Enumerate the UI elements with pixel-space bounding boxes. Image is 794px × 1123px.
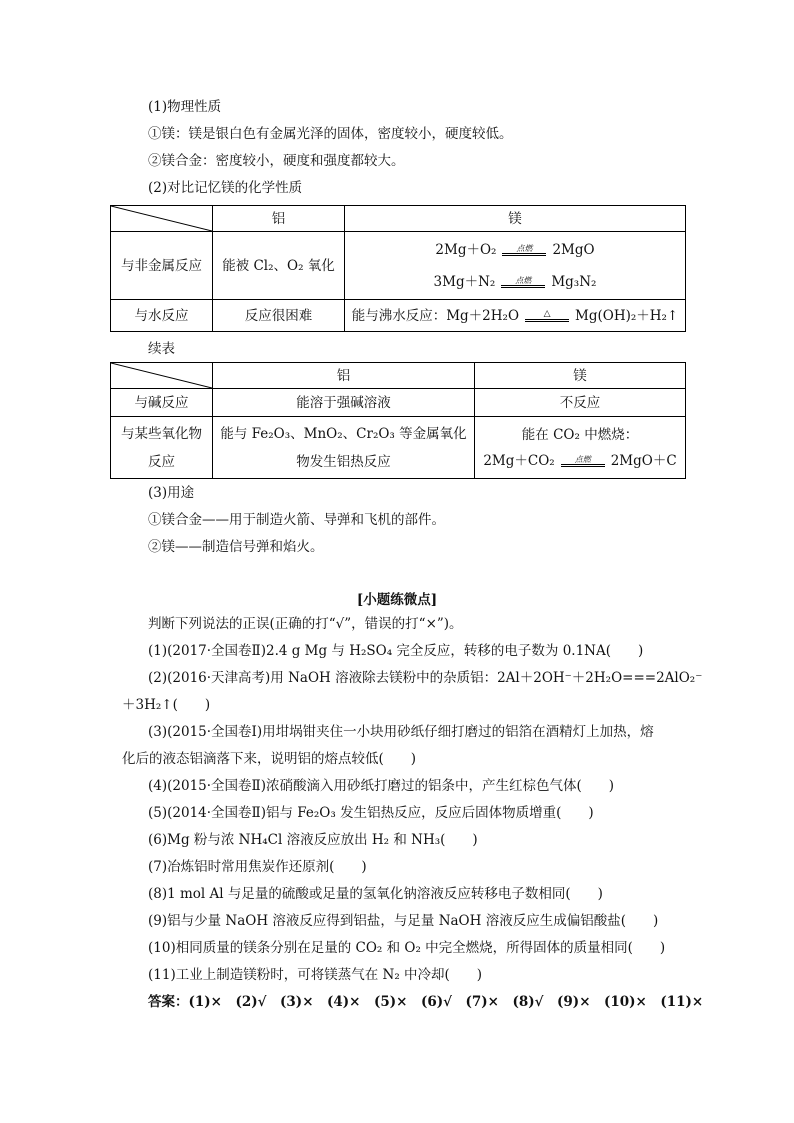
- practice-item: (5)(2014·全国卷Ⅱ)铝与 Fe₂O₃ 发生铝热反应，反应后固体物质增重( ): [148, 805, 594, 821]
- equation-mg-o2: 2Mg＋O₂ 点燃 2MgO: [435, 241, 595, 258]
- column-header-aluminum: 铝: [213, 206, 345, 232]
- practice-item: (9)铝与少量 NaOH 溶液反应得到铝盐，与足量 NaOH 溶液反应生成偏铝酸盐( ): [148, 913, 659, 929]
- magnesium-water-cell: [345, 300, 686, 332]
- column-header-magnesium: 镁: [345, 206, 686, 232]
- practice-instruction: 判断下列说法的正误(正确的打“√”，错误的打“×”)。: [148, 616, 463, 632]
- answers-line: 答案：(1)× (2)√ (3)× (4)× (5)× (6)√ (7)× (8)√ (9)× (10)× (11)×: [148, 994, 704, 1010]
- equation-mg-water: 能与沸水反应：Mg＋2H₂O △ Mg(OH)₂＋H₂↑: [351, 307, 679, 324]
- magnesium-use-line: ②镁——制造信号弹和焰火。: [148, 539, 324, 555]
- row-label-water: 与水反应: [111, 300, 213, 332]
- practice-item: (7)冶炼铝时常用焦炭作还原剂( ): [148, 859, 367, 875]
- equation-mg-n2: 3Mg＋N₂ 点燃 Mg₃N₂: [433, 273, 597, 290]
- row-label-oxides: 与某些氧化物 反应: [111, 417, 213, 479]
- uses-heading: (3)用途: [148, 485, 195, 501]
- practice-item: (11)工业上制造镁粉时，可将镁蒸气在 N₂ 中冷却( ): [148, 967, 483, 983]
- practice-item: (6)Mg 粉与浓 NH₄Cl 溶液反应放出 H₂ 和 NH₃( ): [148, 832, 478, 848]
- comparison-table-2: [110, 362, 686, 479]
- aluminum-nonmetal-cell: 能被 Cl₂、O₂ 氧化: [213, 232, 345, 300]
- column-header-magnesium: 镁: [475, 363, 686, 389]
- diagonal-header-cell: [111, 206, 213, 232]
- equation-mg-co2: 2Mg＋CO₂ 点燃 2MgO＋C: [483, 452, 677, 469]
- practice-item: (2)(2016·天津高考)用 NaOH 溶液除去镁粉中的杂质铝：2Al＋2OH⁻＋2H₂O===2AlO₂⁻: [148, 670, 703, 686]
- column-header-aluminum: 铝: [213, 363, 475, 389]
- practice-item: (4)(2015·全国卷Ⅱ)浓硝酸滴入用砂纸打磨过的铝条中，产生红棕色气体( ): [148, 778, 615, 794]
- row-label-alkali: 与碱反应: [111, 389, 213, 417]
- row-label-nonmetal: 与非金属反应: [111, 232, 213, 300]
- magnesium-nonmetal-cell: [345, 232, 686, 300]
- practice-item: (1)(2017·全国卷Ⅱ)2.4 g Mg 与 H₂SO₄ 完全反应，转移的电子数为 0.1NA( ): [148, 643, 644, 659]
- practice-item: (8)1 mol Al 与足量的硫酸或足量的氢氧化钠溶液反应转移电子数相同( ): [148, 886, 603, 902]
- practice-title: [小题练微点]: [356, 592, 438, 608]
- aluminum-alkali-cell: 能溶于强碱溶液: [213, 389, 475, 417]
- magnesium-alloy-physical-line: ②镁合金：密度较小，硬度和强度都较大。: [148, 153, 405, 169]
- chemical-properties-heading: (2)对比记忆镁的化学性质: [148, 180, 303, 196]
- continued-table-label: 续表: [148, 341, 175, 357]
- magnesium-alkali-cell: 不反应: [475, 389, 686, 417]
- physical-properties-heading: (1)物理性质: [148, 99, 222, 115]
- aluminum-water-cell: 反应很困难: [213, 300, 345, 332]
- magnesium-physical-line: ①镁：镁是银白色有金属光泽的固体，密度较小，硬度较低。: [148, 126, 513, 142]
- diagonal-header-cell: [111, 363, 213, 389]
- practice-item: (10)相同质量的镁条分别在足量的 CO₂ 和 O₂ 中完全燃烧，所得固体的质量相同( ): [148, 940, 666, 956]
- magnesium-alloy-use-line: ①镁合金——用于制造火箭、导弹和飞机的部件。: [148, 512, 445, 528]
- comparison-table-1: [110, 205, 686, 332]
- practice-item: (3)(2015·全国卷Ⅰ)用坩埚钳夹住一小块用砂纸仔细打磨过的铝箔在酒精灯上加热，熔: [148, 724, 654, 740]
- magnesium-oxides-cell: 能在 CO₂ 中燃烧： 2Mg＋CO₂ 点燃 2MgO＋C: [475, 417, 686, 479]
- practice-item-continuation: ＋3H₂↑( ): [122, 697, 211, 713]
- practice-item-continuation: 化后的液态铝滴落下来，说明铝的熔点较低( ): [122, 751, 417, 767]
- aluminum-oxides-cell: 能与 Fe₂O₃、MnO₂、Cr₂O₃ 等金属氧化 物发生铝热反应: [213, 417, 475, 479]
